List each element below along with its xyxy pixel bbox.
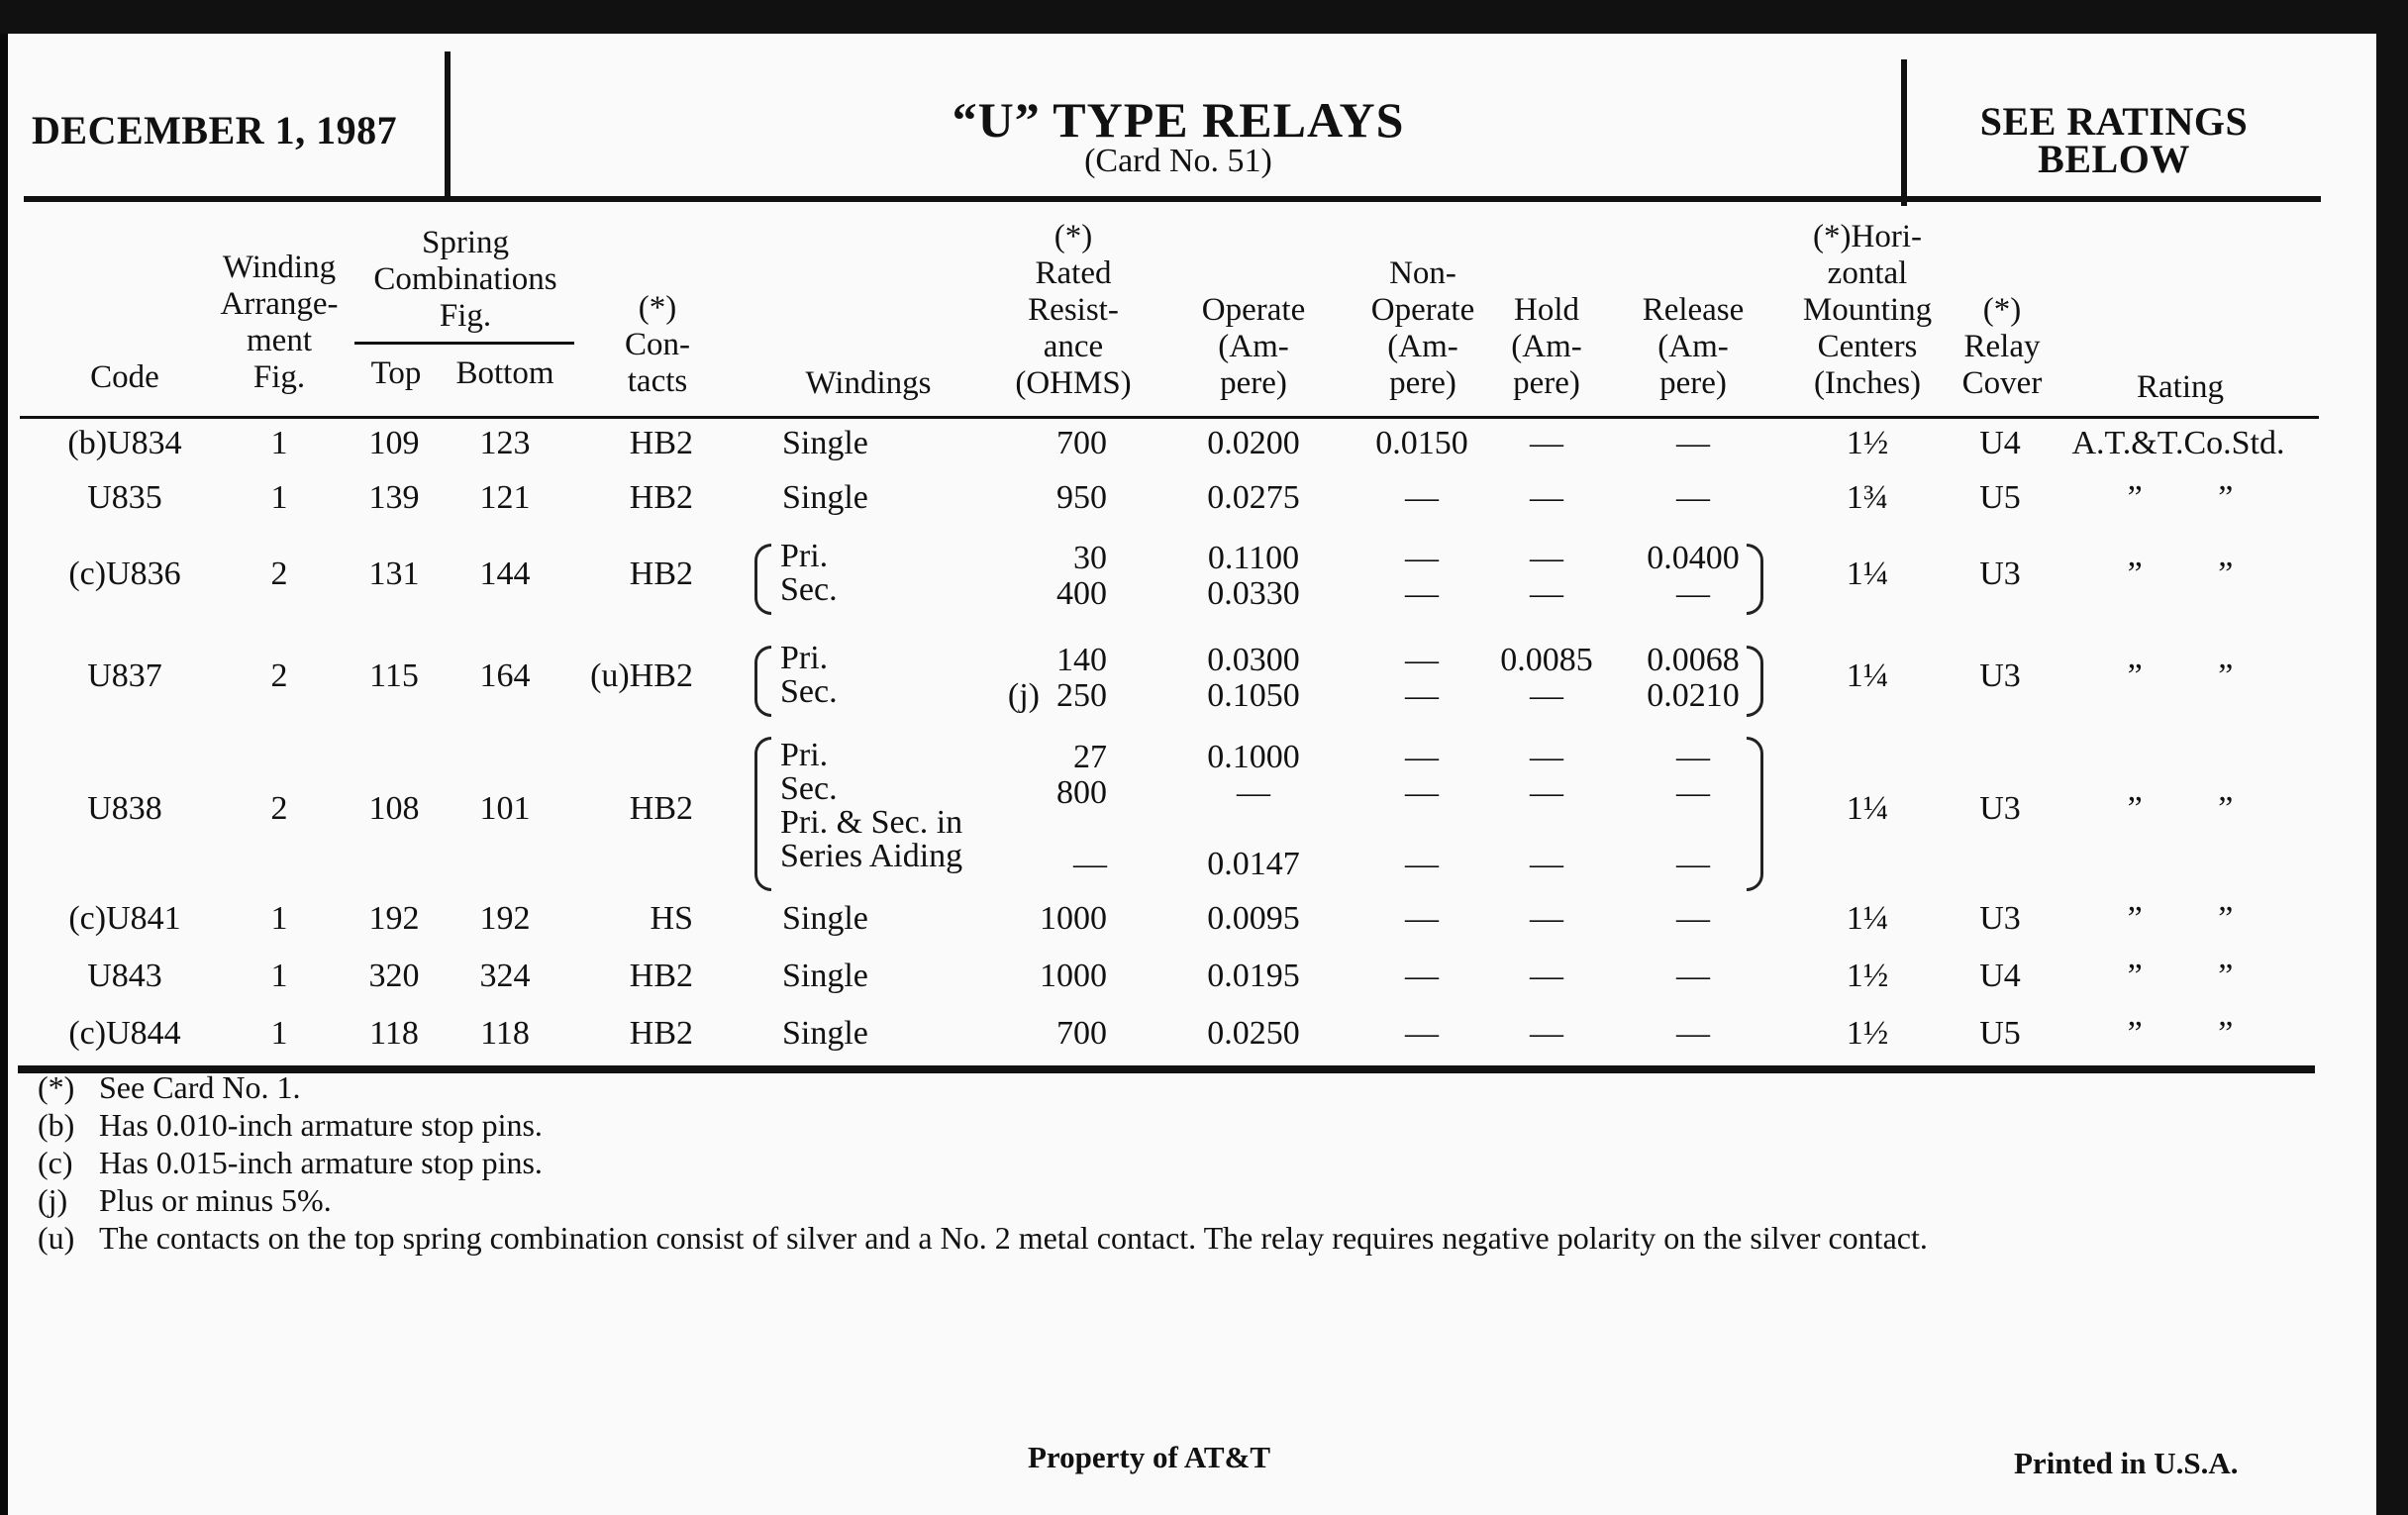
col-rating: Rating — [2137, 369, 2224, 405]
spring-top-cell: 115 — [369, 657, 419, 694]
card-title: “U” TYPE RELAYS — [952, 92, 1405, 148]
code-cell: (b)U834 — [67, 425, 182, 461]
nonoperate-cell: — — [1405, 540, 1439, 576]
spring-bottom-cell: 118 — [480, 1015, 530, 1052]
windings-cell: Pri. — [780, 640, 829, 676]
release-brace — [1747, 544, 1763, 615]
footnote — [38, 1145, 543, 1181]
col-contacts: (*) Con- tacts — [625, 290, 690, 399]
see-ratings-note: SEE RATINGS BELOW — [1979, 99, 2249, 181]
header-divider-right — [1901, 59, 1907, 206]
mounting-cell: 1¼ — [1846, 556, 1889, 592]
col-spring: Spring Combinations Fig. — [373, 225, 557, 334]
col-cover: (*) Relay Cover — [1961, 292, 2043, 401]
release-cell: — — [1676, 958, 1710, 994]
hold-cell: — — [1530, 425, 1563, 461]
rating-cell: ” ” — [2127, 556, 2234, 592]
hold-cell: — — [1530, 900, 1563, 937]
mounting-cell: 1¾ — [1846, 479, 1889, 516]
resistance-cell: 1000 — [1040, 958, 1107, 994]
operate-cell: 0.1050 — [1207, 677, 1300, 714]
release-cell: — — [1676, 575, 1710, 612]
windings-cell: Pri. — [780, 737, 829, 773]
contacts-cell: HB2 — [629, 790, 693, 827]
nonoperate-cell: — — [1405, 900, 1439, 937]
relay-cover-cell: U4 — [1979, 958, 2021, 994]
printed-label: Printed in U.S.A. — [2014, 1446, 2239, 1480]
footnote-key: (c) — [38, 1145, 73, 1180]
table-bottom-rule — [18, 1065, 2315, 1073]
windings-cell: Sec. — [780, 673, 838, 710]
relay-cover-cell: U5 — [1979, 1015, 2021, 1052]
resistance-cell: (j) 250 — [1007, 677, 1107, 714]
code-cell: U838 — [87, 790, 162, 827]
spring-bottom-cell: 192 — [479, 900, 531, 937]
nonoperate-cell: — — [1405, 677, 1439, 714]
col-windings: Windings — [805, 365, 932, 401]
col-hold: Hold (Am- pere) — [1511, 292, 1582, 401]
spring-top-cell: 139 — [368, 479, 420, 516]
relay-cover-cell: U4 — [1979, 425, 2021, 461]
windings-cell: Single — [782, 1015, 868, 1052]
footnote — [38, 1069, 301, 1106]
nonoperate-cell: — — [1405, 479, 1439, 516]
resistance-cell: 800 — [1056, 774, 1107, 811]
col-bottom: Bottom — [455, 355, 554, 391]
mounting-cell: 1½ — [1846, 1015, 1889, 1052]
nonoperate-cell: — — [1405, 958, 1439, 994]
footnote-key: (j) — [38, 1182, 68, 1218]
winding-fig-cell: 1 — [270, 479, 288, 516]
resistance-cell: 1000 — [1040, 900, 1107, 937]
hold-cell: — — [1530, 739, 1563, 775]
footnote-key: (b) — [38, 1107, 75, 1143]
resistance-cell: 700 — [1056, 425, 1107, 461]
footnote-text: See Card No. 1. — [99, 1069, 301, 1105]
header-divider-left — [445, 51, 451, 198]
code-cell: (c)U841 — [68, 900, 181, 937]
windings-brace — [754, 737, 771, 891]
property-label: Property of AT&T — [1028, 1440, 1271, 1474]
footnote-text: The contacts on the top spring combination consist of silver and a No. 2 metal contact. The relay requires negative polarity on the silver contact. — [99, 1220, 1928, 1256]
spring-top-cell: 192 — [368, 900, 420, 937]
operate-cell: 0.1100 — [1207, 540, 1300, 576]
footnote-key: (*) — [38, 1069, 75, 1105]
hold-cell: — — [1530, 1015, 1563, 1052]
hold-cell: — — [1530, 958, 1563, 994]
mounting-cell: 1¼ — [1846, 657, 1889, 694]
code-cell: (c)U844 — [68, 1015, 181, 1052]
mounting-cell: 1¼ — [1846, 900, 1889, 937]
relay-cover-cell: U3 — [1979, 556, 2021, 592]
contacts-cell: HB2 — [629, 1015, 693, 1052]
footnote-key: (u) — [38, 1220, 75, 1256]
spring-top-cell: 320 — [368, 958, 420, 994]
windings-cell: Single — [782, 900, 868, 937]
winding-fig-cell: 1 — [270, 958, 288, 994]
windings-cell: Sec. — [780, 770, 838, 807]
rating-cell: ” ” — [2127, 900, 2234, 937]
code-cell: U835 — [87, 479, 162, 516]
nonoperate-cell: — — [1405, 642, 1439, 678]
release-cell: — — [1676, 774, 1710, 811]
footnote — [38, 1220, 1928, 1257]
rating-cell: ” ” — [2127, 790, 2234, 827]
hold-cell: 0.0085 — [1500, 642, 1593, 678]
operate-cell: 0.0195 — [1207, 958, 1300, 994]
spring-top-cell: 131 — [368, 556, 420, 592]
spring-top-cell: 108 — [368, 790, 420, 827]
scan-border-top — [0, 0, 2408, 34]
release-cell: — — [1676, 846, 1710, 882]
nonoperate-cell: — — [1405, 774, 1439, 811]
code-cell: U843 — [87, 958, 162, 994]
nonoperate-cell: — — [1405, 1015, 1439, 1052]
release-cell: — — [1676, 1015, 1710, 1052]
resistance-cell: 700 — [1056, 1015, 1107, 1052]
code-cell: (c)U836 — [68, 556, 181, 592]
spring-bottom-cell: 144 — [479, 556, 531, 592]
col-rated: (*) Rated Resist- ance (OHMS) — [1015, 219, 1132, 401]
operate-cell: 0.0275 — [1207, 479, 1300, 516]
operate-cell: 0.0200 — [1207, 425, 1300, 461]
footnote-text: Has 0.010-inch armature stop pins. — [99, 1107, 543, 1143]
col-release: Release (Am- pere) — [1642, 292, 1745, 401]
contacts-cell: HB2 — [629, 958, 693, 994]
rating-cell: A.T.&T.Co.Std. — [2071, 425, 2285, 461]
resistance-cell: — — [1073, 846, 1107, 882]
spring-bottom-cell: 164 — [479, 657, 531, 694]
nonoperate-cell: — — [1405, 575, 1439, 612]
hold-cell: — — [1530, 774, 1563, 811]
footnote-text: Has 0.015-inch armature stop pins. — [99, 1145, 543, 1180]
footnote — [38, 1107, 543, 1144]
operate-cell: 0.0250 — [1207, 1015, 1300, 1052]
scan-border-right — [2376, 0, 2408, 1515]
card-date: DECEMBER 1, 1987 — [32, 108, 398, 152]
col-nonoperate: Non- Operate (Am- pere) — [1370, 255, 1475, 401]
mounting-cell: 1¼ — [1846, 790, 1889, 827]
resistance-cell: 30 — [1073, 540, 1107, 576]
card-number: (Card No. 51) — [1084, 143, 1272, 179]
contacts-cell: HS — [650, 900, 693, 937]
rating-cell: ” ” — [2127, 657, 2234, 694]
relay-cover-cell: U5 — [1979, 479, 2021, 516]
windings-cell: Single — [782, 479, 868, 516]
operate-cell: 0.0095 — [1207, 900, 1300, 937]
windings-cell: Pri. — [780, 538, 829, 574]
operate-cell: — — [1237, 774, 1270, 811]
release-brace — [1747, 646, 1763, 717]
header-rule — [24, 196, 2321, 202]
spring-underline — [354, 342, 574, 345]
windings-brace — [754, 646, 771, 717]
release-cell: 0.0068 — [1647, 642, 1740, 678]
nonoperate-cell: — — [1405, 846, 1439, 882]
winding-fig-cell: 1 — [270, 425, 288, 461]
table-header-rule — [20, 416, 2319, 419]
release-brace — [1747, 737, 1763, 891]
operate-cell: 0.0147 — [1207, 846, 1300, 882]
operate-cell: 0.1000 — [1207, 739, 1300, 775]
hold-cell: — — [1530, 540, 1563, 576]
operate-cell: 0.0300 — [1207, 642, 1300, 678]
windings-cell: Pri. & Sec. in — [780, 804, 963, 841]
footnote — [38, 1182, 332, 1219]
nonoperate-cell: 0.0150 — [1375, 425, 1468, 461]
mounting-cell: 1½ — [1846, 425, 1889, 461]
windings-cell: Sec. — [780, 571, 838, 608]
resistance-cell: 140 — [1056, 642, 1107, 678]
rating-cell: ” ” — [2127, 1015, 2234, 1052]
release-cell: — — [1676, 739, 1710, 775]
contacts-cell: HB2 — [629, 425, 693, 461]
release-cell: — — [1676, 425, 1710, 461]
mounting-cell: 1½ — [1846, 958, 1889, 994]
spring-top-cell: 109 — [368, 425, 420, 461]
hold-cell: — — [1530, 479, 1563, 516]
resistance-cell: 27 — [1073, 739, 1107, 775]
spring-bottom-cell: 324 — [479, 958, 531, 994]
winding-fig-cell: 2 — [270, 790, 288, 827]
windings-brace — [754, 544, 771, 615]
contacts-cell: HB2 — [629, 479, 693, 516]
spring-bottom-cell: 121 — [479, 479, 531, 516]
windings-cell: Series Aiding — [780, 838, 963, 874]
col-top: Top — [370, 355, 422, 391]
release-cell: 0.0400 — [1647, 540, 1740, 576]
col-mounting: (*)Hori- zontal Mounting Centers (Inches) — [1802, 219, 1933, 401]
winding-fig-cell: 2 — [270, 556, 288, 592]
code-cell: U837 — [87, 657, 162, 694]
resistance-cell: 400 — [1056, 575, 1107, 612]
resistance-cell: 950 — [1056, 479, 1107, 516]
contacts-cell: (u)HB2 — [590, 657, 693, 694]
hold-cell: — — [1530, 677, 1563, 714]
spring-top-cell: 118 — [369, 1015, 419, 1052]
winding-fig-cell: 1 — [270, 1015, 288, 1052]
spring-bottom-cell: 101 — [479, 790, 531, 827]
hold-cell: — — [1530, 846, 1563, 882]
contacts-cell: HB2 — [629, 556, 693, 592]
spring-bottom-cell: 123 — [479, 425, 531, 461]
footnote-text: Plus or minus 5%. — [99, 1182, 332, 1218]
operate-cell: 0.0330 — [1207, 575, 1300, 612]
relay-cover-cell: U3 — [1979, 900, 2021, 937]
relay-cover-cell: U3 — [1979, 657, 2021, 694]
rating-cell: ” ” — [2127, 479, 2234, 516]
relay-cover-cell: U3 — [1979, 790, 2021, 827]
rating-cell: ” ” — [2127, 958, 2234, 994]
col-winding: Winding Arrange- ment Fig. — [220, 250, 339, 395]
windings-cell: Single — [782, 958, 868, 994]
col-code: Code — [90, 359, 159, 395]
release-cell: — — [1676, 900, 1710, 937]
release-cell: — — [1676, 479, 1710, 516]
col-operate: Operate (Am- pere) — [1201, 292, 1306, 401]
winding-fig-cell: 1 — [270, 900, 288, 937]
winding-fig-cell: 2 — [270, 657, 288, 694]
windings-cell: Single — [782, 425, 868, 461]
nonoperate-cell: — — [1405, 739, 1439, 775]
hold-cell: — — [1530, 575, 1563, 612]
release-cell: 0.0210 — [1647, 677, 1740, 714]
